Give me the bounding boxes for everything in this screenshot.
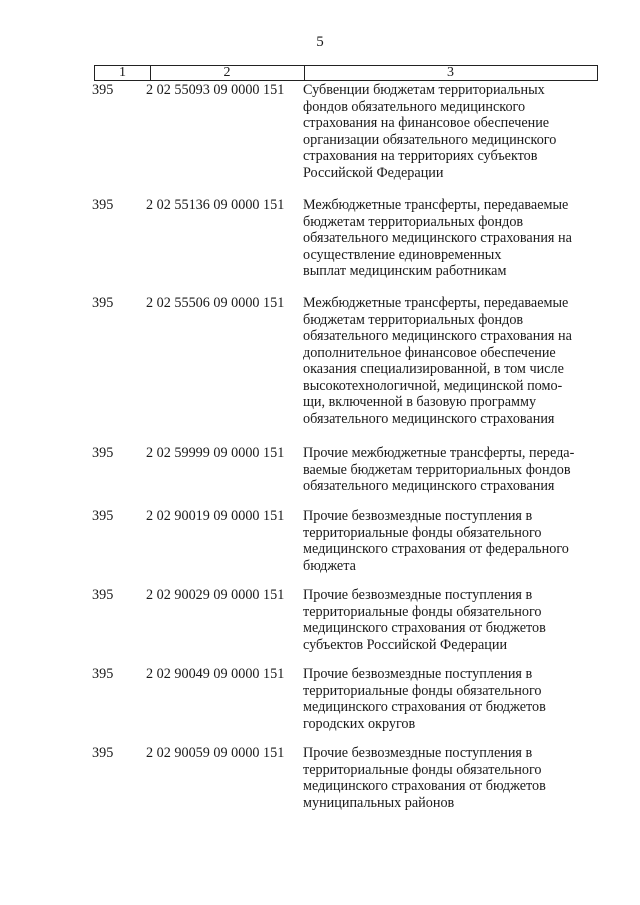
- description-line: обязательного медицинского страхования: [303, 410, 555, 427]
- description-line: выплат медицинским работникам: [303, 263, 507, 279]
- description-line: организации обязательного медицинского: [303, 131, 557, 148]
- admin-code: 395: [92, 445, 114, 461]
- admin-code: 395: [92, 197, 114, 213]
- admin-code: 395: [92, 82, 114, 98]
- budget-code: 2 02 90049 09 0000 151: [146, 666, 285, 682]
- description-line: Прочие безвозмездные поступления в: [303, 587, 533, 603]
- budget-code: 2 02 90019 09 0000 151: [146, 508, 285, 524]
- income-description: [303, 197, 595, 280]
- admin-code: 395: [92, 666, 114, 682]
- description-line: медицинского страхования от бюджетов: [303, 699, 546, 715]
- description-line: обязательного медицинского страхования на: [303, 328, 572, 344]
- description-line: дополнительное финансовое обеспечение: [303, 344, 556, 361]
- description-line: Прочие безвозмездные поступления в: [303, 666, 533, 682]
- budget-code: 2 02 59999 09 0000 151: [146, 445, 285, 461]
- income-description: [303, 587, 595, 653]
- description-line: медицинского страхования от бюджетов: [303, 778, 546, 794]
- description-line: Прочие безвозмездные поступления в: [303, 745, 533, 761]
- table-header: [94, 65, 598, 81]
- description-line: Прочие межбюджетные трансферты, переда-: [303, 445, 575, 461]
- description-line: Межбюджетные трансферты, передаваемые: [303, 295, 569, 311]
- description-line: медицинского страхования от бюджетов: [303, 620, 546, 636]
- description-line: территориальные фонды обязательного: [303, 603, 542, 620]
- header-col-2: 2: [150, 66, 305, 80]
- admin-code: 395: [92, 587, 114, 603]
- description-line: Межбюджетные трансферты, передаваемые: [303, 197, 569, 213]
- income-description: [303, 295, 595, 427]
- income-description: [303, 666, 595, 732]
- description-line: оказания специализированной, в том числе: [303, 361, 564, 377]
- income-description: [303, 445, 595, 495]
- budget-code: 2 02 90059 09 0000 151: [146, 745, 285, 761]
- description-line: городских округов: [303, 715, 416, 732]
- budget-code: 2 02 90029 09 0000 151: [146, 587, 285, 603]
- description-line: щи, включенной в базовую программу: [303, 394, 537, 410]
- header-col-1: 1: [95, 66, 151, 80]
- description-line: муниципальных районов: [303, 794, 455, 811]
- income-description: [303, 745, 595, 811]
- header-col-3: 3: [447, 65, 454, 80]
- description-line: бюджетам территориальных фондов: [303, 213, 524, 230]
- description-line: осуществление единовременных: [303, 246, 502, 263]
- description-line: обязательного медицинского страхования на: [303, 230, 572, 246]
- description-line: обязательного медицинского страхования: [303, 478, 555, 494]
- description-line: территориальные фонды обязательного: [303, 682, 542, 699]
- admin-code: 395: [92, 508, 114, 524]
- page-number: 5: [316, 34, 324, 50]
- description-line: бюджетам территориальных фондов: [303, 311, 524, 328]
- income-description: [303, 508, 595, 574]
- budget-code: 2 02 55093 09 0000 151: [146, 82, 285, 98]
- description-line: страхования на территориях субъектов: [303, 148, 538, 164]
- admin-code: 395: [92, 745, 114, 761]
- description-line: бюджета: [303, 557, 356, 574]
- description-line: Субвенции бюджетам территориальных: [303, 82, 545, 98]
- description-line: Российской Федерации: [303, 164, 444, 181]
- budget-code: 2 02 55136 09 0000 151: [146, 197, 285, 213]
- description-line: субъектов Российской Федерации: [303, 636, 508, 653]
- description-line: территориальные фонды обязательного: [303, 761, 542, 778]
- description-line: высокотехнологичной, медицинской помо-: [303, 377, 563, 394]
- description-line: фондов обязательного медицинского: [303, 98, 526, 115]
- income-description: [303, 82, 595, 181]
- description-line: страхования на финансовое обеспечение: [303, 115, 550, 131]
- description-line: ваемые бюджетам территориальных фондов: [303, 461, 571, 478]
- description-line: Прочие безвозмездные поступления в: [303, 508, 533, 524]
- admin-code: 395: [92, 295, 114, 311]
- description-line: территориальные фонды обязательного: [303, 524, 542, 541]
- budget-code: 2 02 55506 09 0000 151: [146, 295, 285, 311]
- description-line: медицинского страхования от федерального: [303, 541, 569, 557]
